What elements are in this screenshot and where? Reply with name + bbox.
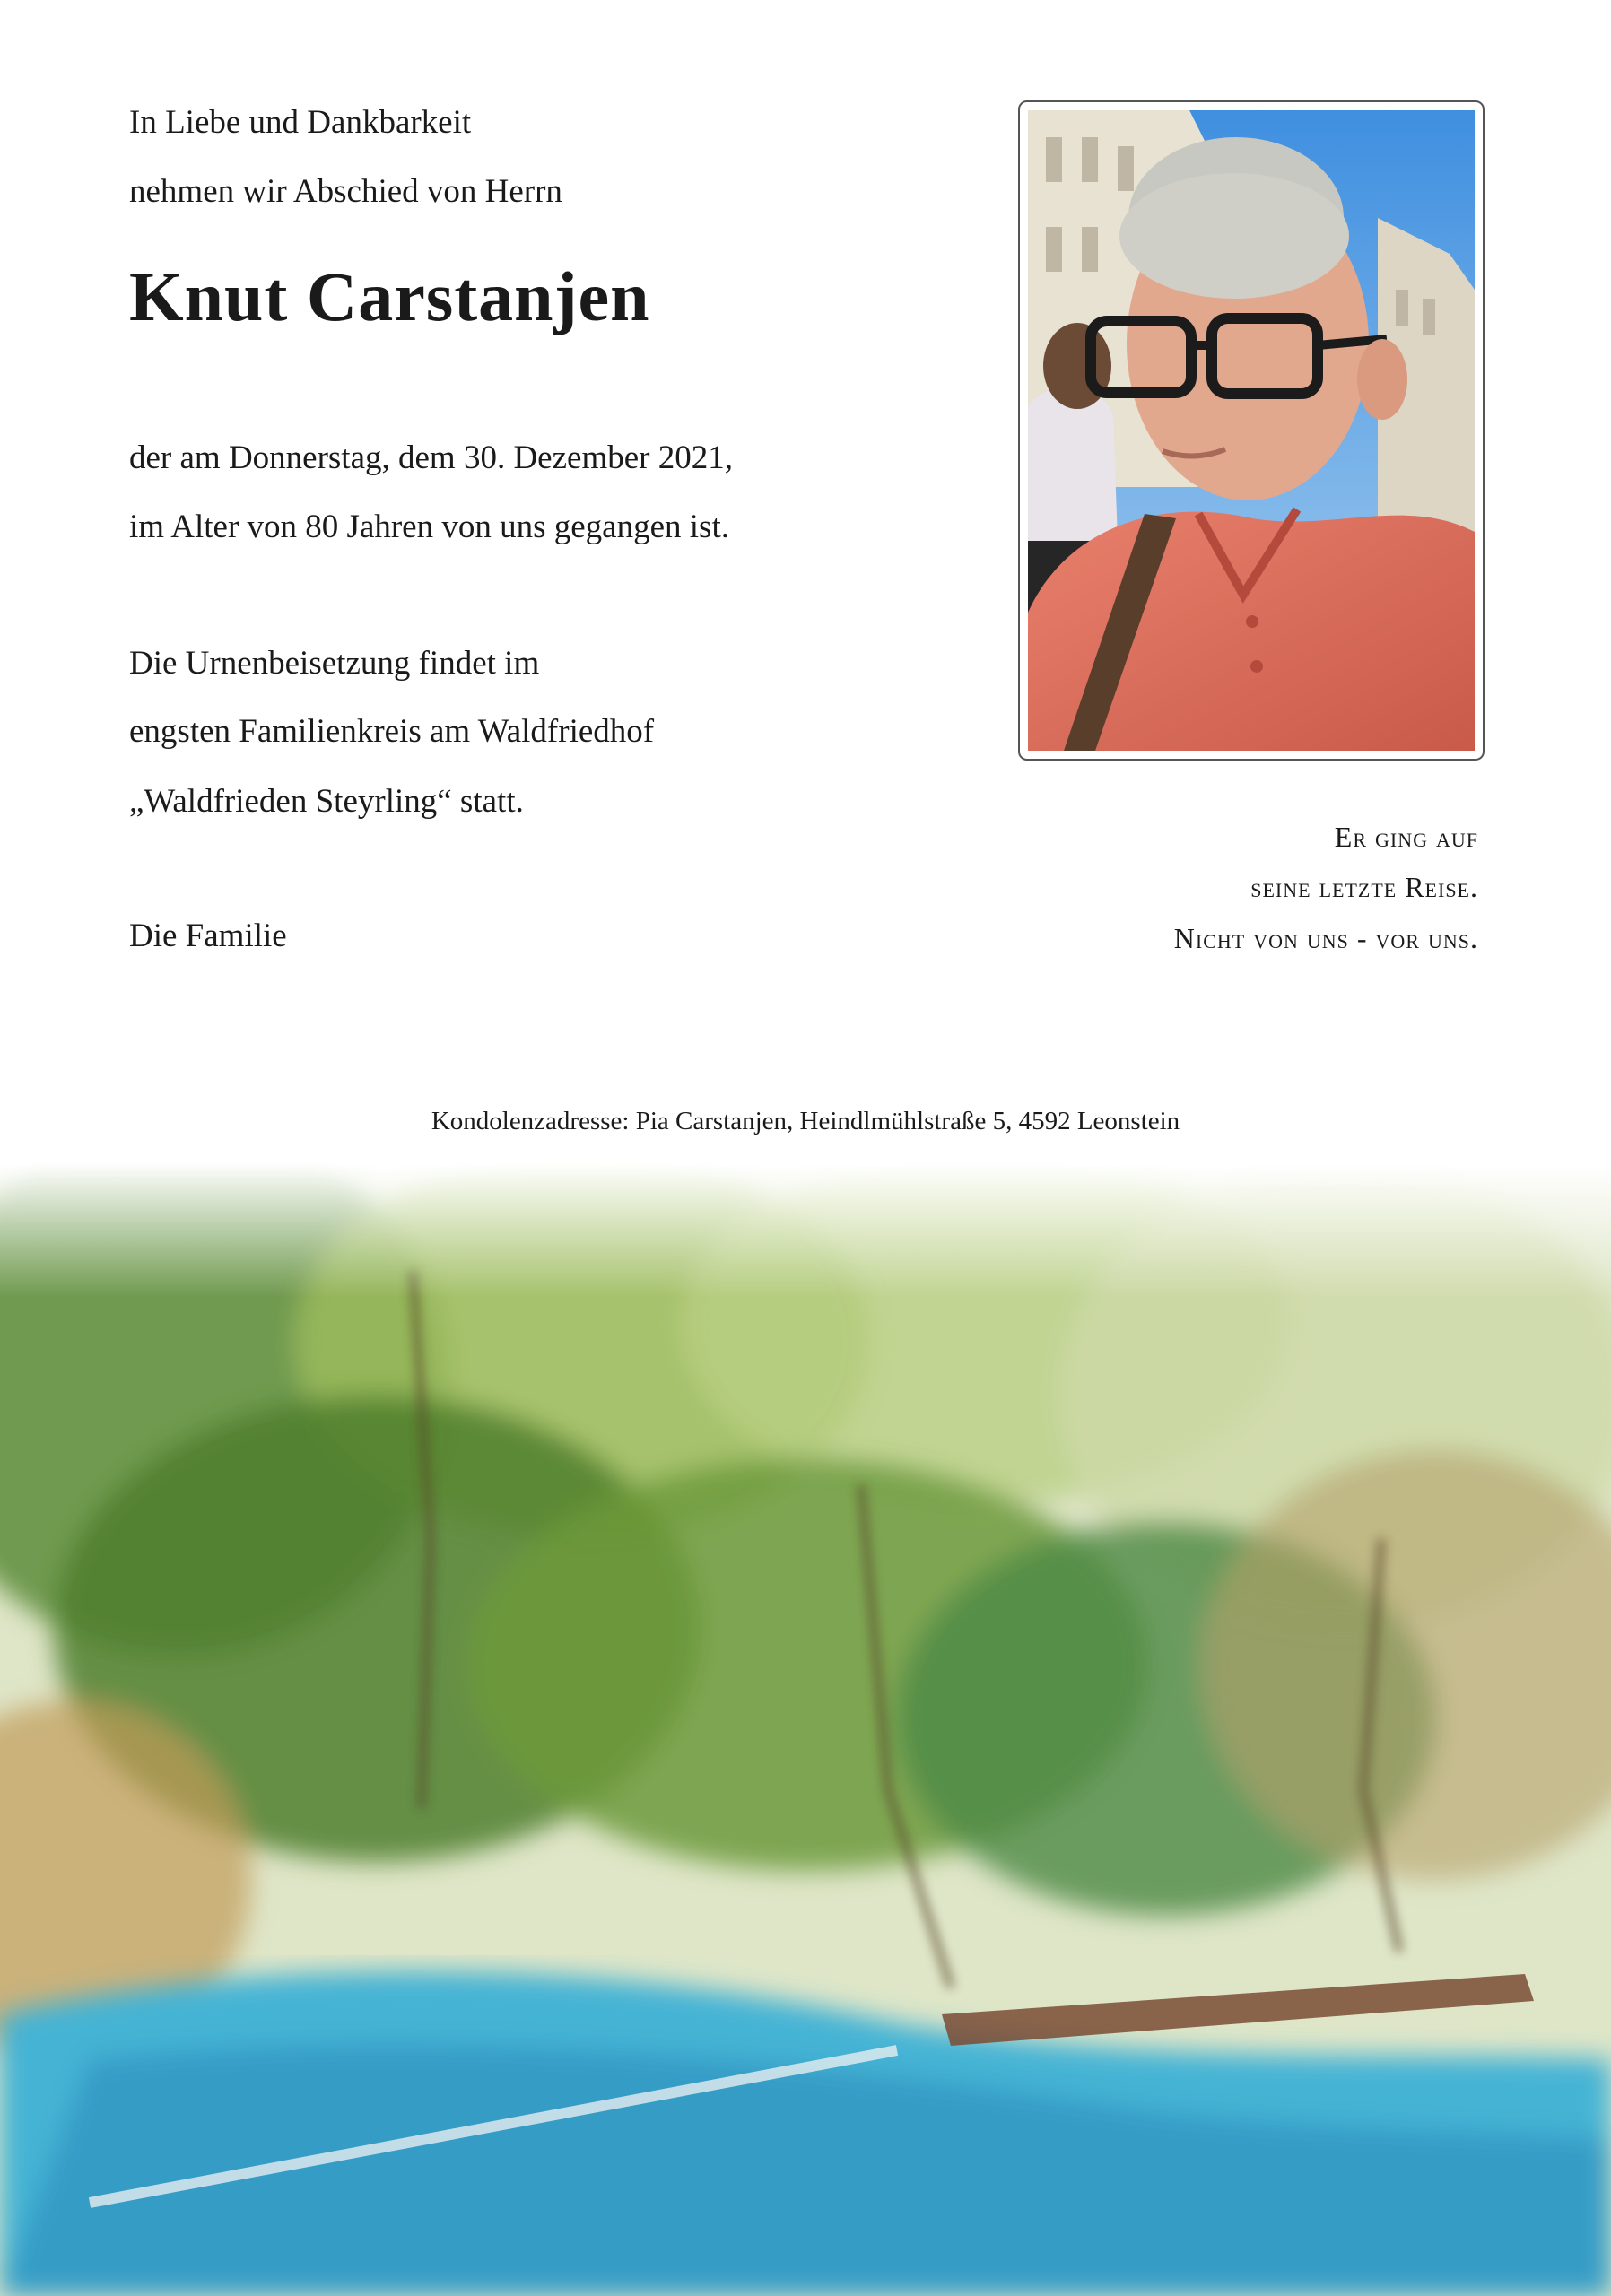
quote-line-2: seine letzte Reise. bbox=[1250, 871, 1478, 903]
family-signature: Die Familie bbox=[129, 918, 287, 954]
portrait-photo bbox=[1028, 110, 1475, 751]
burial-line-3: „Waldfrieden Steyrling“ statt. bbox=[129, 783, 524, 820]
deceased-name: Knut Carstanjen bbox=[129, 257, 650, 335]
burial-line-2: engsten Familienkreis am Waldfriedhof bbox=[129, 713, 655, 750]
portrait-frame bbox=[1018, 100, 1485, 761]
watercolor-landscape bbox=[0, 1162, 1611, 2296]
quote-line-1: Er ging auf bbox=[1334, 821, 1478, 853]
death-date-line: der am Donnerstag, dem 30. Dezember 2021, bbox=[129, 439, 733, 476]
condolence-address: Kondolenzadresse: Pia Carstanjen, Heindlmühlstraße 5, 4592 Leonstein bbox=[431, 1107, 1180, 1135]
burial-line-1: Die Urnenbeisetzung findet im bbox=[129, 645, 540, 682]
intro-line-1: In Liebe und Dankbarkeit bbox=[129, 104, 472, 141]
age-line: im Alter von 80 Jahren von uns gegangen ist. bbox=[129, 509, 729, 545]
intro-line-2: nehmen wir Abschied von Herrn bbox=[129, 173, 562, 210]
quote-line-3: Nicht von uns - vor uns. bbox=[1173, 922, 1478, 954]
